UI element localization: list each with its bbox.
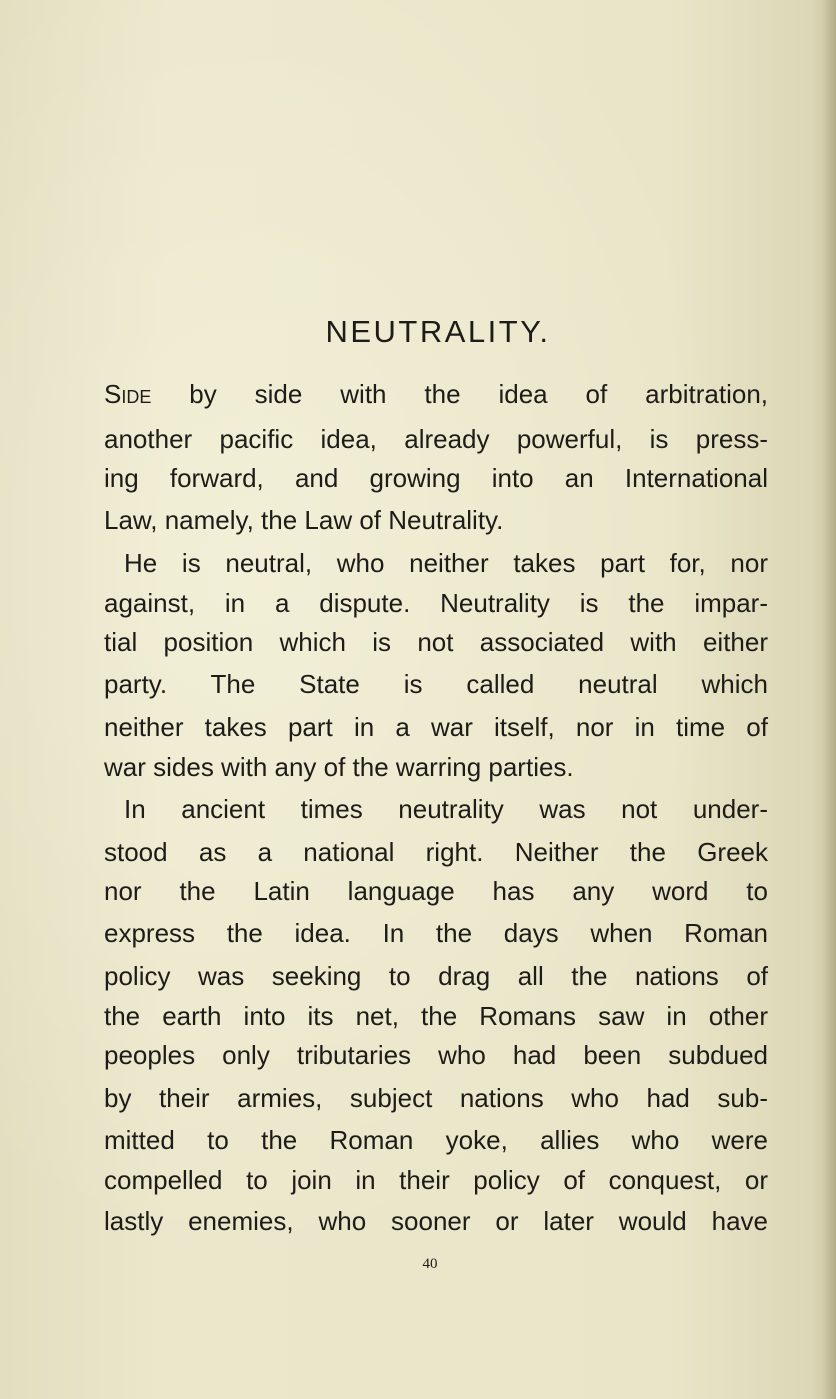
text-line: war sides with any of the warring parties.: [104, 752, 574, 782]
text-line: stood as a national right. Neither the Greek: [104, 837, 768, 867]
text-line: ing forward, and growing into an International: [104, 463, 768, 493]
text-line: another pacific idea, already powerful, is press-: [104, 424, 768, 454]
chapter-heading: NEUTRALITY.: [325, 314, 551, 349]
text-line: compelled to join in their policy of conquest, or: [104, 1165, 768, 1195]
text-line: neither takes part in a war itself, nor in time of: [104, 712, 768, 742]
text-line: the earth into its net, the Romans saw in other: [104, 1001, 768, 1031]
text-line: nor the Latin language has any word to: [104, 876, 768, 906]
text-line: lastly enemies, who sooner or later would have: [104, 1206, 768, 1236]
text-line: mitted to the Roman yoke, allies who were: [104, 1125, 768, 1155]
text-line: tial position which is not associated with either: [104, 627, 768, 657]
text-line: by their armies, subject nations who had sub-: [104, 1083, 768, 1113]
text-line: express the idea. In the days when Roman: [104, 918, 768, 948]
drop-word: Side: [104, 379, 152, 409]
text-line: peoples only tributaries who had been subdued: [104, 1040, 768, 1070]
text-line: against, in a dispute. Neutrality is the impar-: [104, 588, 768, 618]
page-number: 40: [422, 1256, 438, 1272]
text-line: In ancient times neutrality was not under-: [124, 794, 768, 824]
text-line: policy was seeking to drag all the nations of: [104, 961, 768, 991]
text-line: party. The State is called neutral which: [104, 669, 768, 699]
text-line: He is neutral, who neither takes part for, nor: [124, 548, 768, 578]
text-line: Side by side with the idea of arbitration,: [104, 379, 768, 409]
page-edge-shadow: [822, 0, 836, 1399]
text-line: Law, namely, the Law of Neutrality.: [104, 505, 504, 535]
